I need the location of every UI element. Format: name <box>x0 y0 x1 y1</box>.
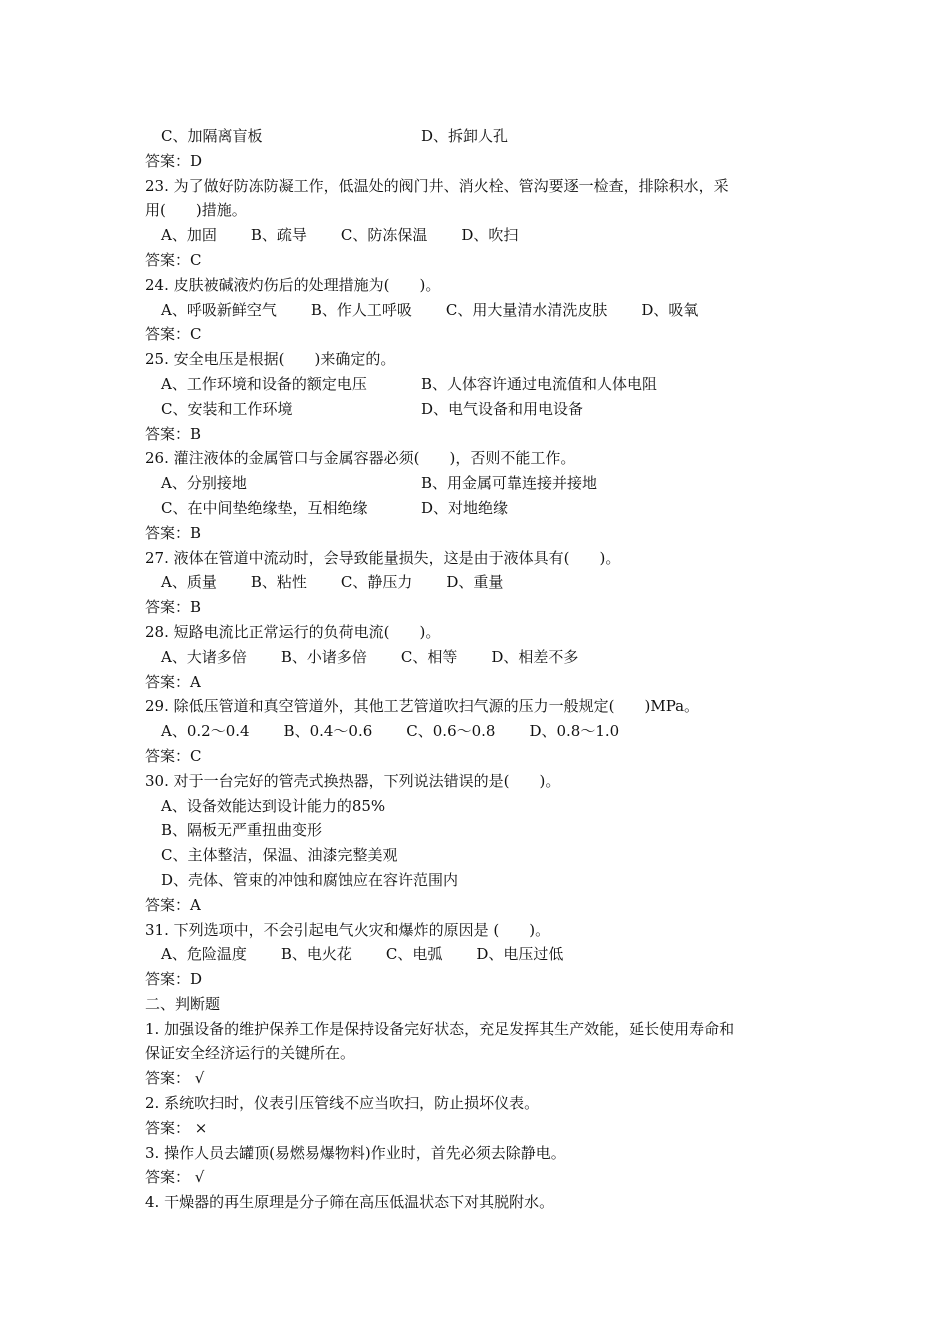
q31-option-a: A、危险温度 <box>161 945 247 964</box>
q23-option-a: A、加固 <box>161 226 217 245</box>
q29-answer: 答案：C <box>145 746 202 765</box>
q26-options-row1 <box>145 471 810 496</box>
q29-option-d: D、0.8～1.0 <box>529 722 620 741</box>
q28-answer: 答案：A <box>145 672 201 691</box>
q26-option-c: C、在中间垫绝缘垫，互相绝缘 <box>161 498 368 517</box>
q24-option-b: B、作人工呼吸 <box>310 300 412 319</box>
q24-option-d: D、吸氧 <box>641 300 699 319</box>
q24-answer: 答案：C <box>145 325 202 344</box>
q25-options-row2 <box>145 397 810 422</box>
q23-answer: 答案：C <box>145 250 202 269</box>
q28-option-d: D、相差不多 <box>491 647 579 666</box>
q26-answer: 答案：B <box>145 523 202 542</box>
q27-stem: 27. 液体在管道中流动时，会导致能量损失，这是由于液体具有( )。 <box>145 548 621 567</box>
q31-stem: 31. 下列选项中，不会引起电气火灾和爆炸的原因是 ( )。 <box>145 920 551 939</box>
question-list <box>145 124 810 1215</box>
j1-stem-line1: 1. 加强设备的维护保养工作是保持设备完好状态，充足发挥其生产效能，延长使用寿命和 <box>145 1019 735 1038</box>
q27-option-a: A、质量 <box>161 573 217 592</box>
q25-stem: 25. 安全电压是根据( )来确定的。 <box>145 350 396 369</box>
q23-stem-line1: 23. 为了做好防冻防凝工作，低温处的阀门井、消火栓、管沟要逐一检查，排除积水，采 <box>145 176 729 195</box>
q24-option-a: A、呼吸新鲜空气 <box>161 300 277 319</box>
q30-option-d: D、壳体、管束的冲蚀和腐蚀应在容许范围内 <box>161 870 459 889</box>
q23-option-d: D、吹扫 <box>461 226 519 245</box>
q31-answer: 答案：D <box>145 970 203 989</box>
j1-stem-line2: 保证安全经济运行的关键所在。 <box>145 1044 356 1063</box>
q31-option-d: D、电压过低 <box>476 945 564 964</box>
q24-options <box>145 298 810 323</box>
q30-answer: 答案：A <box>145 895 201 914</box>
q25-option-d: D、电气设备和用电设备 <box>421 399 584 418</box>
q29-option-c: C、0.6～0.8 <box>406 722 496 741</box>
q27-option-c: C、静压力 <box>340 573 413 592</box>
q29-option-b: B、0.4～0.6 <box>283 722 373 741</box>
q25-option-a: A、工作环境和设备的额定电压 <box>161 374 367 393</box>
q27-option-b: B、粘性 <box>250 573 307 592</box>
q25-options-row1 <box>145 372 810 397</box>
q24-option-c: C、用大量清水清洗皮肤 <box>445 300 608 319</box>
q22-answer: 答案：D <box>145 151 203 170</box>
q25-answer: 答案：B <box>145 424 202 443</box>
q27-options <box>145 570 810 595</box>
section-title-judgement: 二、判断题 <box>145 994 221 1013</box>
q28-option-a: A、大诸多倍 <box>161 647 247 666</box>
q28-option-c: C、相等 <box>400 647 458 666</box>
j2-answer: 答案： × <box>145 1118 208 1137</box>
j2-stem: 2. 系统吹扫时，仪表引压管线不应当吹扫，防止损坏仪表。 <box>145 1094 540 1113</box>
j3-answer: 答案： √ <box>145 1168 205 1187</box>
q22-option-c: C、加隔离盲板 <box>161 127 263 145</box>
q26-stem: 26. 灌注液体的金属管口与金属容器必须( )，否则不能工作。 <box>145 449 576 468</box>
q25-option-c: C、安装和工作环境 <box>161 399 293 418</box>
q26-options-row2 <box>145 496 810 521</box>
q31-options <box>145 942 810 967</box>
q28-option-b: B、小诸多倍 <box>280 647 367 666</box>
q30-option-b: B、隔板无严重扭曲变形 <box>161 821 323 840</box>
q28-stem: 28. 短路电流比正常运行的负荷电流( )。 <box>145 622 441 641</box>
q26-option-d: D、对地绝缘 <box>421 498 509 517</box>
q30-stem: 30. 对于一台完好的管壳式换热器，下列说法错误的是( )。 <box>145 771 561 790</box>
q29-options <box>145 719 810 744</box>
q31-option-b: B、电火花 <box>280 945 352 964</box>
q31-option-c: C、电弧 <box>385 945 443 964</box>
q30-option-c: C、主体整洁，保温、油漆完整美观 <box>161 846 398 865</box>
q23-options <box>145 223 810 248</box>
q28-options <box>145 645 810 670</box>
q26-option-a: A、分别接地 <box>161 474 247 493</box>
q23-option-b: B、疏导 <box>250 226 307 245</box>
q25-option-b: B、人体容许通过电流值和人体电阻 <box>421 374 658 393</box>
q27-answer: 答案：B <box>145 598 202 617</box>
q30-option-a: A、设备效能达到设计能力的85% <box>161 796 386 815</box>
q23-stem-line2: 用( )措施。 <box>145 201 247 220</box>
j3-stem: 3. 操作人员去罐顶(易燃易爆物料)作业时，首先必须去除静电。 <box>145 1143 566 1162</box>
j4-stem: 4. 干燥器的再生原理是分子筛在高压低温状态下对其脱附水。 <box>145 1193 555 1212</box>
q26-option-b: B、用金属可靠连接并接地 <box>421 474 598 493</box>
q29-option-a: A、0.2～0.4 <box>161 722 250 741</box>
q22-options <box>145 124 810 149</box>
q22-option-d: D、拆卸人孔 <box>421 127 509 145</box>
q24-stem: 24. 皮肤被碱液灼伤后的处理措施为( )。 <box>145 275 441 294</box>
q29-stem: 29. 除低压管道和真空管道外，其他工艺管道吹扫气源的压力一般规定( )MPa。 <box>145 697 700 716</box>
q27-option-d: D、重量 <box>446 573 504 592</box>
q23-option-c: C、防冻保温 <box>340 226 428 245</box>
j1-answer: 答案： √ <box>145 1069 205 1088</box>
